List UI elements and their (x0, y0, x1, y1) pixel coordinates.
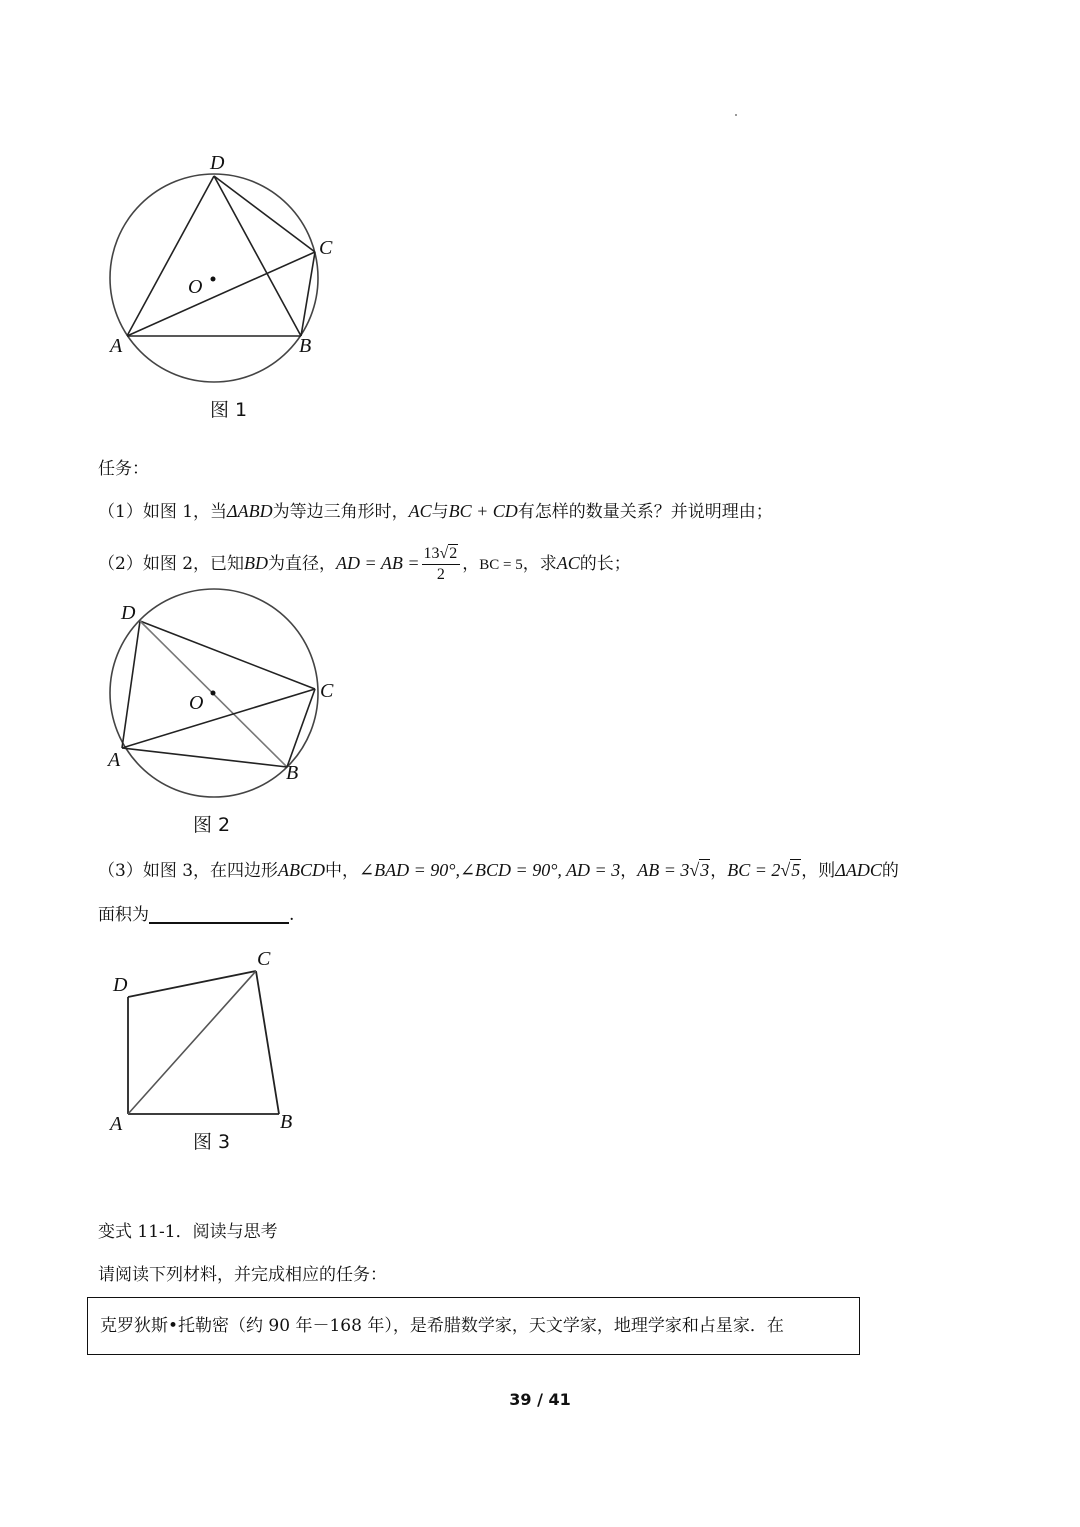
material-text: 克罗狄斯•托勒密（约 90 年－168 年），是希腊数学家，天文学家，地理学家和占星家．在 (100, 1316, 784, 1336)
fig2-label-c: C (320, 680, 334, 702)
page-number: 39 / 41 (509, 1390, 571, 1409)
fig2-line-dc (140, 621, 315, 689)
fig2-center-dot (211, 691, 216, 696)
fig2-line-ab (122, 748, 287, 767)
fig3-caption: 图 3 (193, 1131, 231, 1153)
fig2-label-o: O (189, 692, 204, 714)
fig1-label-d: D (210, 152, 225, 174)
instruction: 请阅读下列材料，并完成相应的任务： (98, 1265, 387, 1285)
variant-title: 变式 11-1．阅读与思考 (98, 1222, 278, 1242)
figure-2 (100, 585, 350, 845)
fig3-label-a: A (110, 1113, 123, 1135)
figure-3 (100, 945, 320, 1160)
fig1-line-ac (127, 252, 315, 336)
fig2-label-d: D (121, 602, 136, 624)
fig1-line-db (214, 176, 301, 336)
question-2: （2）如图 2，已知BD为直径，AD = AB = $\frac{13√2}{2}$ ，BC = 5，求AC的长； (98, 545, 631, 583)
fig1-label-c: C (319, 237, 333, 259)
question-1: （1）如图 1，当ΔABD为等边三角形时，AC与BC + CD有怎样的数量关系？并说明理由； (98, 501, 773, 522)
question-3-line-1: （3）如图 3，在四边形ABCD中，∠BAD = 90°,∠BCD = 90°, AD = 3，AB = 3√3，BC = 2√5，则ΔADC的 (98, 860, 899, 881)
fig3-line-cb (256, 971, 279, 1114)
question-3-line-2: 面积为 . (98, 905, 295, 925)
task-heading: 任务： (98, 459, 149, 479)
fig1-label-o: O (188, 276, 203, 298)
fig1-label-b: B (299, 335, 312, 357)
fig3-label-d: D (113, 974, 128, 996)
fig3-label-c: C (257, 948, 271, 970)
figure-1 (100, 145, 350, 425)
answer-blank[interactable] (149, 904, 289, 924)
fig3-label-b: B (280, 1111, 293, 1133)
fig1-line-ad (127, 176, 214, 336)
fig2-label-a: A (108, 749, 121, 771)
fig1-label-a: A (110, 335, 123, 357)
fig2-label-b: B (286, 762, 299, 784)
fraction: $\frac{13√2}{2}$ (422, 544, 461, 585)
fig2-caption: 图 2 (193, 814, 231, 836)
fig1-caption: 图 1 (210, 399, 248, 421)
material-box (87, 1297, 860, 1355)
fig1-center-dot (211, 277, 216, 282)
fig2-line-cb (287, 689, 315, 767)
stray-dot (735, 114, 737, 116)
